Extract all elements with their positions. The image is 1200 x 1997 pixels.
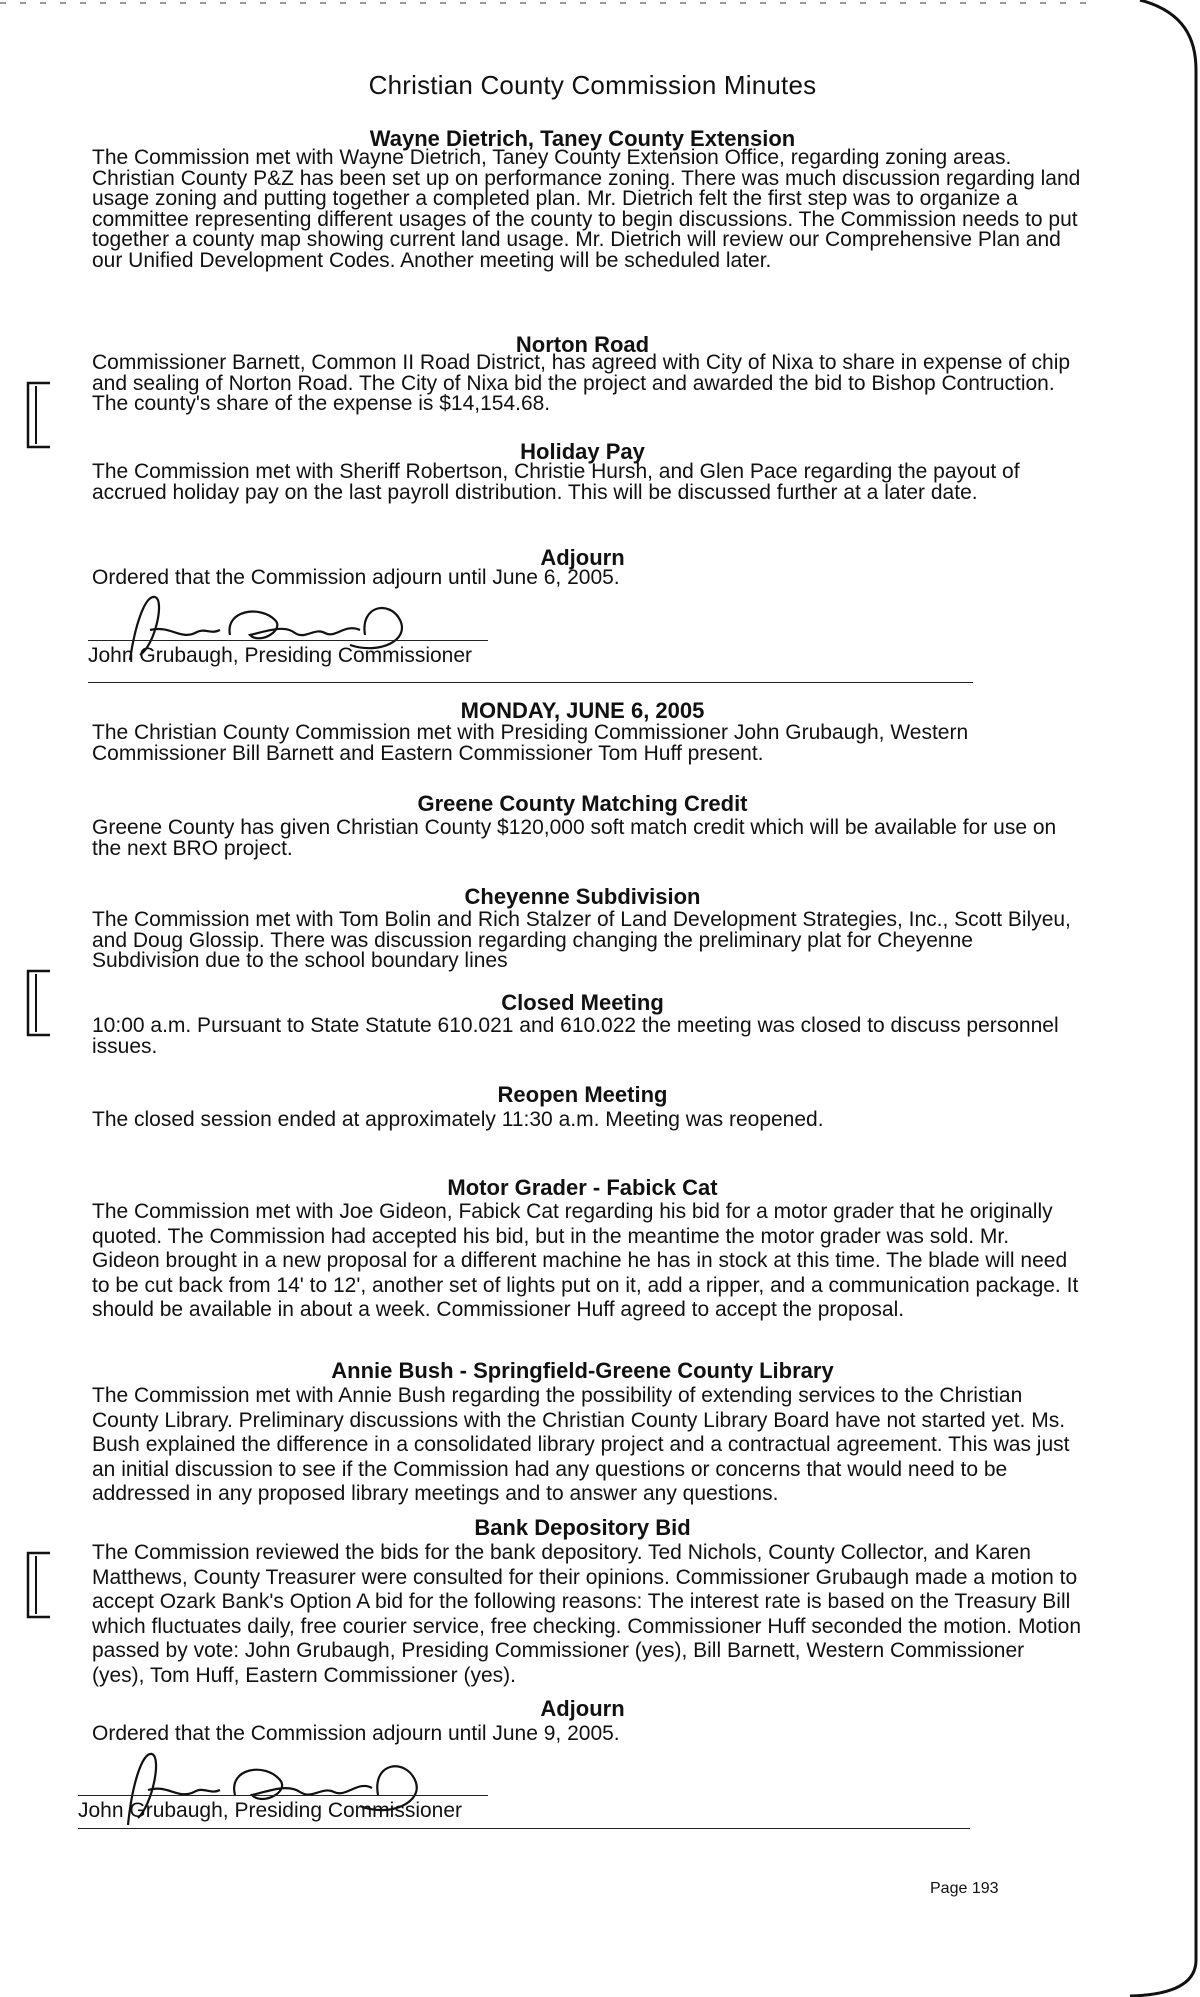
section-heading: Cheyenne Subdivision [464,884,701,909]
page-number: Page 193 [930,1880,999,1897]
section-body: 10:00 a.m. Pursuant to State Statute 610.021 and 610.022 the meeting was closed to discuss personnel issues. [92,1014,1065,1058]
section-heading: Adjourn [540,545,625,570]
section-heading: MONDAY, JUNE 6, 2005 [460,698,705,723]
section-body: Commissioner Barnett, Common II Road District, has agreed with City of Nixa to share in expense of chip and sealing of Norton Road. The City of Nixa bid the project and awarded the bid to Bishop Contruction. The county's share of the expense is $14,154.68. [92,351,1076,415]
section-body: The Commission met with Sheriff Robertson, Christie Hursh, and Glen Pace regarding the payout of accrued holiday pay on the last payroll distribution. This will be discussed further at a later date. [92,460,1026,504]
section-divider [78,1828,970,1829]
section-body: The Commission reviewed the bids for the bank depository. Ted Nichols, County Collector, and Karen Matthews, County Treasurer were consulted for their opinions. Commissioner Grubaugh made a motion to accept Ozark Bank's Option A bid for the following reasons: The interest rate is based on the Treasury Bill which fluctuates daily, free courier service, free checking. Commissioner Huff seconded the motion. Motion passed by vote: John Grubaugh, Presiding Commissioner (yes), Bill Barnett, Western Commissioner (yes), Tom Huff, Eastern Commissioner (yes). [92,1541,1087,1687]
section-body: The Commission met with Tom Bolin and Rich Stalzer of Land Development Strategies, Inc., Scott Bilyeu, and Doug Glossip. There was discussion regarding changing the preliminary plat for Cheyenne Subdivision due to the school boundary lines [92,908,1077,972]
section-heading: Annie Bush - Springfield-Greene County Library [331,1358,834,1383]
signature-line [78,1795,488,1796]
section-body: Ordered that the Commission adjourn until June 9, 2005. [92,1722,620,1745]
signature-caption: John Grubaugh, Presiding Commissioner [88,644,473,667]
section-body: The Commission met with Annie Bush regarding the possibility of extending services to the Christian County Library. Preliminary discussions with the Christian County Library Board have not started yet. Ms. Bush explained the difference in a consolidated library project and a contractual agreement. This was just an initial discussion to see if the Commission had any questions or concerns that would need to be addressed in any proposed library meetings and to answer any questions. [92,1384,1076,1505]
binder-hole-marker-3 [22,1550,54,1620]
document-title: Christian County Commission Minutes [368,70,817,100]
section-heading: Norton Road [515,332,650,357]
section-heading: Greene County Matching Credit [417,791,748,816]
section-body: Ordered that the Commission adjourn until June 6, 2005. [92,566,620,589]
section-heading: Closed Meeting [501,990,664,1015]
section-body: The closed session ended at approximately 11:30 a.m. Meeting was reopened. [92,1108,824,1131]
section-heading: Reopen Meeting [497,1082,668,1107]
section-body: The Commission met with Wayne Dietrich, Taney County Extension Office, regarding zoning areas. Christian County P&Z has been set up on performance zoning. There was much discussion regarding land usage zoning and putting together a completed plan. Mr. Dietrich felt the first step was to organize a committee representing different usages of the county to begin discussions. The Commission needs to put together a county map showing current land usage. Mr. Dietrich will review our Comprehensive Plan and our Unified Development Codes. Another meeting will be scheduled later. [92,146,1087,272]
section-body: The Christian County Commission met with Presiding Commissioner John Grubaugh, Western Commissioner Bill Barnett and Eastern Commissioner Tom Huff present. [92,721,974,765]
signature-caption: John Grubaugh, Presiding Commissioner [78,1799,463,1822]
signature-line [88,640,488,641]
section-heading: Bank Depository Bid [474,1515,691,1540]
section-heading: Adjourn [540,1696,625,1721]
section-heading: Motor Grader - Fabick Cat [447,1175,718,1200]
section-divider [88,682,973,683]
section-heading: Holiday Pay [520,439,645,464]
section-body: The Commission met with Joe Gideon, Fabick Cat regarding his bid for a motor grader that he originally quoted. The Commission had accepted his bid, but in the meantime the motor grader was sold. Mr. Gideon brought in a new proposal for a different machine he has in stock at this time. The blade will need to be cut back from 14' to 12', another set of lights put on it, add a ripper, and a communication package. It should be available in about a week. Commissioner Huff agreed to accept the proposal. [92,1200,1085,1321]
section-body: Greene County has given Christian County $120,000 soft match credit which will be available for use on the next BRO project. [92,816,1063,860]
section-heading: Wayne Dietrich, Taney County Extension [369,126,796,151]
